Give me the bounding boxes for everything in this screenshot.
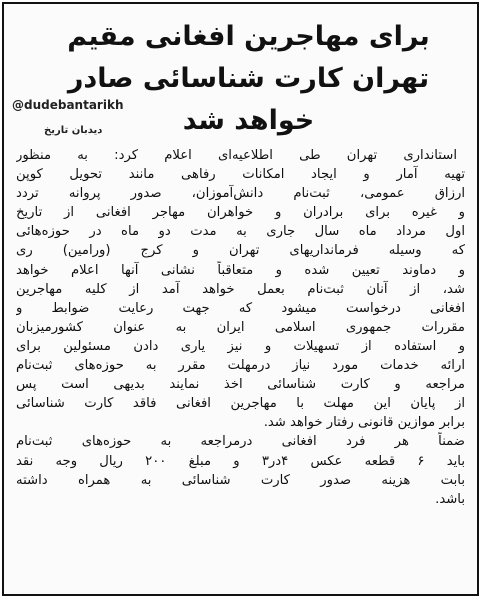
article-line: و استفاده از تسهیلات و نیز یاری دادن مسئولین برای: [16, 338, 465, 354]
article-line: باشد.: [435, 491, 465, 507]
article-line: تهیه آمار و ایجاد امکانات رفاهی مانند تحویل کوپن: [16, 167, 465, 183]
watermark-brand: دیدبان تاریخ: [44, 125, 103, 136]
article-line: ارزاق عمومی، ثبت‌نام دانش‌آموزان، صدور پروانه تردد: [16, 186, 465, 202]
headline: [34, 16, 463, 142]
article-line: ضمناً هر فرد افغانی درمراجعه به حوزه‌های ثبت‌نام: [16, 434, 465, 450]
article-line: باید ۶ قطعه عکس ۴در۳ و مبلغ ۲۰۰ ریال وجه نقد: [16, 453, 465, 469]
article-line: مقررات جمهوری اسلامی ایران به عنوان کشورمیزبان: [16, 319, 465, 335]
watermark-handle: @dudebantarikh: [12, 98, 124, 112]
article-line: مراجعه و کارت شناسائی اخذ نمایند بدیهی است پس: [16, 377, 465, 393]
headline-line-1: برای مهاجرین افغانی مقیم: [67, 21, 430, 52]
article-line: و دماوند تعیین شده و متعاقباً نشانی آنها اعلام خواهد: [16, 262, 465, 278]
article-line: بابت هزینه صدور کارت شناسائی به همراه داشته: [16, 472, 465, 488]
article-line: ارائه خدمات مورد نیاز درمهلت مقرر به حوزه‌های ثبت‌نام: [16, 358, 465, 374]
article-line: از پایان این مهلت با مهاجرین افغانی فاقد کارت شناسائی: [16, 396, 465, 412]
article-line: اول مرداد ماه سال جاری به مدت دو ماه در حوزه‌هائی: [16, 224, 465, 240]
article-line: استانداری تهران طی اطلاعیه‌ای اعلام کرد: به منظور: [16, 148, 457, 163]
divider: [18, 137, 463, 138]
headline-line-2: تهران کارت شناسائی صادر: [67, 63, 430, 94]
article-line: و غیره برای برادران و خواهران مهاجر افغانی از تاریخ: [16, 205, 465, 221]
article-line: برابر موازین قانونی رفتار خواهد شد.: [263, 415, 465, 431]
newspaper-clipping: [2, 2, 479, 596]
article-line: که وسیله فرمانداریهای تهران و کرج (ورامین) ری: [16, 243, 465, 259]
article-line: شد، از آنان ثبت‌نام بعمل خواهد آمد از کلیه مهاجرین: [16, 281, 465, 297]
headline-line-3: خواهد شد: [182, 105, 315, 136]
article-body: [16, 146, 465, 509]
article-line: افغانی درخواست میشود که جهت رعایت ضوابط و: [16, 300, 465, 316]
